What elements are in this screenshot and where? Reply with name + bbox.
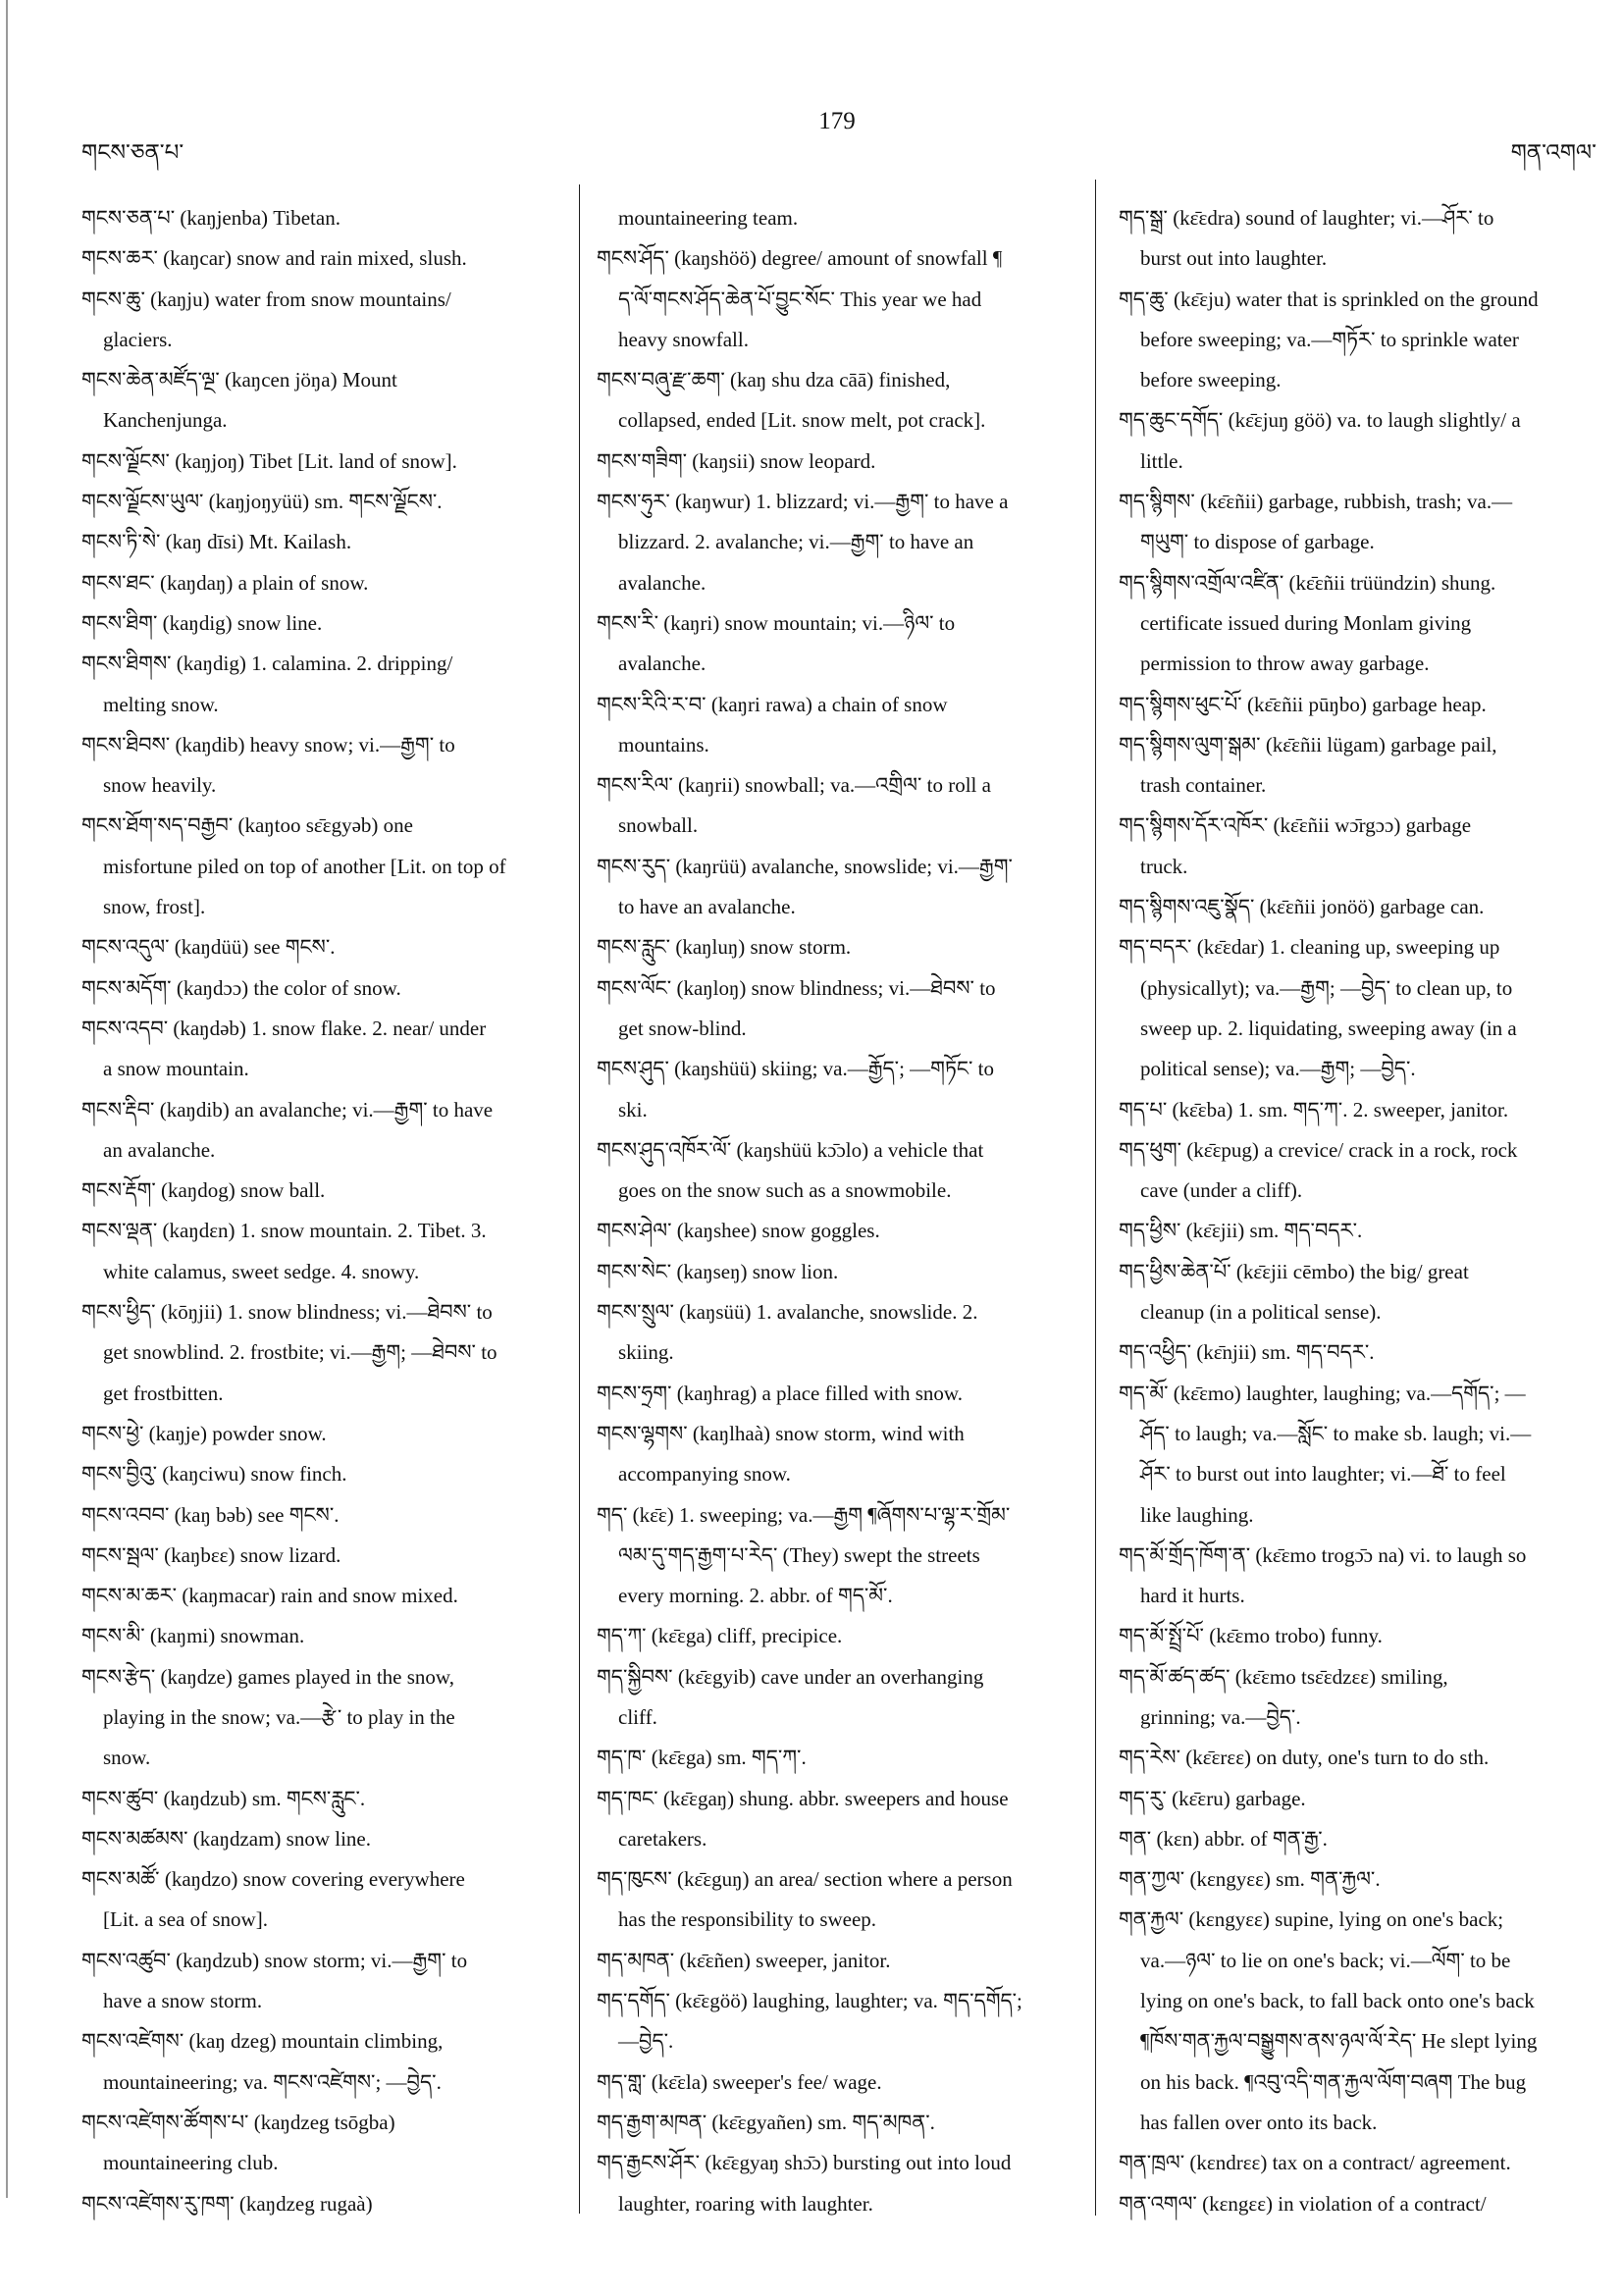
entry-continuation-line: snow. <box>103 1746 151 1770</box>
entry-headword-line: གངས་ཆར་ (kaŋcar) snow and rain mixed, slush. <box>81 246 467 271</box>
entry-headword-line: གན་འགལ་ (kɛngɛɛ) in violation of a contract/ <box>1119 2191 1487 2216</box>
entry-continuation-line: accompanying snow. <box>618 1462 791 1487</box>
entry-continuation-line: mountaineering club. <box>103 2151 279 2175</box>
entry-headword-line: གད་རུ་ (kɛ̄ɛru) garbage. <box>1119 1786 1306 1810</box>
entry-headword-line: གངས་མདོག་ (kaŋdɔɔ) the color of snow. <box>81 975 401 1000</box>
entry-headword-line: གད་སྙིགས་ལུག་སྒམ་ (kɛ̄ɛñii lügam) garbage pail, <box>1119 732 1497 757</box>
dictionary-entry <box>81 806 562 927</box>
dictionary-entry <box>1119 927 1604 1089</box>
dictionary-entry <box>81 1616 562 1656</box>
entry-continuation-line: sweep up. 2. liquidating, sweeping away (in a <box>1140 1016 1517 1040</box>
dictionary-entry <box>597 238 1073 360</box>
entry-continuation-line: certificate issued during Monlam giving <box>1140 610 1472 635</box>
entry-continuation-line: before sweeping; va.—གཏོར་ to sprinkle water <box>1140 327 1519 351</box>
entry-continuation-line: cave (under a cliff). <box>1140 1178 1303 1203</box>
dictionary-entry <box>1119 806 1604 887</box>
dictionary-entry <box>81 238 562 279</box>
entry-continuation-line: like laughing. <box>1140 1502 1254 1527</box>
dictionary-entry <box>597 1616 1073 1656</box>
entry-headword-line: གད་ཁུངས་ (kɛ̄ɛguŋ) an area/ section where a person <box>597 1867 1013 1892</box>
dictionary-entry <box>81 1454 562 1494</box>
entry-headword-line: གངས་རླུང་ (kaŋluŋ) snow storm. <box>597 935 852 960</box>
dictionary-entry <box>81 1414 562 1454</box>
dictionary-entry <box>1119 685 1604 725</box>
entry-continuation-line: mountains. <box>618 732 709 757</box>
entry-headword-line: གད་སྒྲ་ (kɛ̄ɛdra) sound of laughter; vi.—ཤོར་ to <box>1119 206 1494 230</box>
dictionary-entry <box>81 280 562 361</box>
entry-continuation-line: get frostbitten. <box>103 1381 224 1405</box>
entry-headword-line: གངས་རི་ (kaŋri) snow mountain; vi.—ཉིལ་ to <box>597 610 956 635</box>
entry-headword-line: གངས་ཆུ་ (kaŋju) water from snow mountains/ <box>81 287 451 311</box>
entry-continuation-line: white calamus, sweet sedge. 4. snowy. <box>103 1259 420 1283</box>
entry-headword-line: གད་ཁ་ (kɛ̄ɛga) sm. གད་ཀ་. <box>597 1746 807 1770</box>
entry-headword-line: གངས་ལོང་ (kaŋloŋ) snow blindness; vi.—ཐེབས་ to <box>597 975 996 1000</box>
entry-headword-line: གངས་ཤུད་འཁོར་ལོ་ (kaŋshüü kɔ̄ɔlo) a vehicle that <box>597 1137 984 1162</box>
entry-headword-line: གངས་ཅན་པ་ (kaŋjenba) Tibetan. <box>81 206 340 230</box>
entry-headword-line: གངས་སྲུལ་ (kaŋsüü) 1. avalanche, snowslide. 2. <box>597 1300 978 1325</box>
dictionary-entry <box>81 725 562 807</box>
entry-headword-line: གངས་ལྗོངས་ཡུལ་ (kaŋjoŋyüü) sm. གངས་ལྗོངས་. <box>81 490 443 514</box>
dictionary-entry <box>81 563 562 603</box>
entry-headword-line: གངས་འཛེགས་ (kaŋ dzeg) mountain climbing, <box>81 2029 444 2054</box>
entry-headword-line: གངས་ཧྲག་ (kaŋhrag) a place filled with snow. <box>597 1381 963 1405</box>
dictionary-entry <box>81 1009 562 1090</box>
entry-headword-line: གངས་ཧུར་ (kaŋwur) 1. blizzard; vi.—རྒྱག་ to have a <box>597 490 1009 514</box>
entry-headword-line: གངས་འདུལ་ (kaŋdüü) see གངས་. <box>81 935 336 960</box>
entry-headword-line: གངས་ལྡན་ (kaŋdɛn) 1. snow mountain. 2. Tibet. 3. <box>81 1219 487 1243</box>
entry-headword-line: གད་པ་ (kɛ̄ɛba) 1. sm. གད་ཀ་. 2. sweeper, janitor. <box>1119 1097 1509 1122</box>
entry-continuation-line: blizzard. 2. avalanche; vi.—རྒྱག་ to have an <box>618 530 974 554</box>
entry-headword-line: གངས་རྡོག་ (kaŋdog) snow ball. <box>81 1178 326 1203</box>
dictionary-entry <box>1119 1090 1604 1130</box>
entry-continuation-line: get snowblind. 2. frostbite; vi.—རྒྱག; —ཐེབས་ to <box>103 1340 497 1365</box>
entry-continuation-line: an avalanche. <box>103 1137 216 1162</box>
entry-headword-line: གངས་རུད་ (kaŋrüü) avalanche, snowslide; vi.—རྒྱག་ <box>597 854 1013 878</box>
entry-continuation-line: lying on one's back, to fall back onto one's back <box>1140 1989 1535 2013</box>
dictionary-entry <box>1119 400 1604 482</box>
entry-headword-line: གད་མཁན་ (kɛ̄ɛñen) sweeper, janitor. <box>597 1948 891 1972</box>
entry-continuation-line: ¶ཁོས་གན་རྐྱལ་བསྒྱུགས་ནས་ཉལ་ལོ་རེད་ He slept lying <box>1140 2029 1538 2054</box>
dictionary-entry <box>1119 482 1604 563</box>
entry-continuation-line: [Lit. a sea of snow]. <box>103 1907 268 1932</box>
dictionary-entry <box>597 847 1073 928</box>
dictionary-entry <box>597 1292 1073 1374</box>
entry-headword-line: གད་སྙིགས་དོར་འཁོར་ (kɛ̄ɛñii wɔ̄rgɔɔ) garbage <box>1119 813 1472 838</box>
entry-continuation-line: has the responsibility to sweep. <box>618 1907 877 1932</box>
entry-headword-line: གངས་མཚམས་ (kaŋdzam) snow line. <box>81 1826 372 1851</box>
entry-continuation-line: mountaineering; va. གངས་འཛེགས་; —བྱེད་. <box>103 2069 442 2094</box>
entry-headword-line: གངས་ཐིག་ (kaŋdig) snow line. <box>81 610 323 635</box>
entry-headword-line: གད་སྐྱིབས་ (kɛ̄ɛgyib) cave under an overhanging <box>597 1664 984 1689</box>
entry-continuation-line: collapsed, ended [Lit. snow melt, pot crack]. <box>618 408 986 433</box>
dictionary-entry <box>1119 887 1604 927</box>
dictionary-entry <box>1119 1900 1604 2143</box>
entry-headword-line: གད་ཀ་ (kɛ̄ɛga) cliff, precipice. <box>597 1624 843 1648</box>
dictionary-entry <box>81 1657 562 1779</box>
entry-headword-line: གངས་ཐིགས་ (kaŋdig) 1. calamina. 2. dripping/ <box>81 652 453 676</box>
dictionary-entry <box>81 1941 562 2022</box>
dictionary-entry <box>81 360 562 442</box>
dictionary-entry <box>81 1171 562 1211</box>
entry-headword-line: གད་ (kɛ̄ɛ) 1. sweeping; va.—རྒྱག ¶ཞོགས་པ་ལྷ་ར་གྲོམ་ <box>597 1502 1011 1527</box>
dictionary-entry <box>81 1090 562 1172</box>
entry-headword-line: གན་ཁྲལ་ (kɛndrɛɛ) tax on a contract/ agreement. <box>1119 2151 1511 2175</box>
dictionary-entry <box>81 1859 562 1941</box>
dictionary-entry <box>81 442 562 482</box>
dictionary-entry <box>597 1779 1073 1860</box>
dictionary-entry <box>1119 2143 1604 2183</box>
entry-continuation-line: va.—ཉལ་ to lie on one's back; vi.—ལོག་ to be <box>1140 1948 1511 1972</box>
dictionary-entry <box>597 482 1073 603</box>
dictionary-entry <box>597 927 1073 967</box>
dictionary-entry <box>1119 2184 1604 2224</box>
dictionary-entry <box>597 1495 1073 1617</box>
entry-headword-line: གད་རྒྱག་མཁན་ (kɛ̄ɛgyañen) sm. གད་མཁན་. <box>597 2110 935 2134</box>
entry-headword-line: གངས་ཐང་ (kaŋdaŋ) a plain of snow. <box>81 570 369 595</box>
entry-continuation-line: གཡུག་ to dispose of garbage. <box>1140 530 1375 554</box>
entry-continuation-line: misfortune piled on top of another [Lit. on top of <box>103 854 506 878</box>
dictionary-entry <box>597 685 1073 766</box>
dictionary-entry <box>1119 1819 1604 1859</box>
entry-continuation-line: to have an avalanche. <box>618 895 796 919</box>
dictionary-entry <box>597 1049 1073 1130</box>
entry-headword-line: གད་མོ་ (kɛ̄ɛmo) laughter, laughing; va.—དགོད་; — <box>1119 1381 1526 1405</box>
entry-continuation-line: get snow-blind. <box>618 1016 747 1040</box>
entry-headword-line: གངས་ཏི་སེ་ (kaŋ dīsi) Mt. Kailash. <box>81 530 352 554</box>
running-head-left: གངས་ཅན་པ་ <box>81 140 184 165</box>
dictionary-entry <box>1119 1211 1604 1251</box>
entry-headword-line: གན་རྐྱལ་ (kɛngyɛɛ) supine, lying on one's back; <box>1119 1907 1504 1932</box>
dictionary-entry <box>597 765 1073 847</box>
dictionary-entry <box>1119 1779 1604 1819</box>
entry-headword-line: གངས་འཛེགས་རུ་ཁག་ (kaŋdzeg rugaà) <box>81 2191 373 2216</box>
dictionary-entry <box>597 360 1073 442</box>
dictionary-entry <box>81 644 562 725</box>
entry-continuation-line: burst out into laughter. <box>1140 246 1328 271</box>
page-number: 179 <box>818 108 856 134</box>
dictionary-entry <box>597 1252 1073 1292</box>
entry-headword-line: གད་མོ་སྤྲོ་པོ་ (kɛ̄ɛmo trobo) funny. <box>1119 1624 1383 1648</box>
entry-headword-line: གན་ཀྱལ་ (kɛngyɛɛ) sm. གན་རྐྱལ་. <box>1119 1867 1381 1892</box>
dictionary-entry <box>1119 1657 1604 1739</box>
dictionary-entry <box>597 2103 1073 2143</box>
entry-headword-line: གངས་འདབ་ (kaŋdəb) 1. snow flake. 2. near/ under <box>81 1016 487 1040</box>
entry-continuation-line: laughter, roaring with laughter. <box>618 2191 873 2216</box>
entry-continuation-line: —བྱེད་. <box>618 2029 674 2054</box>
dictionary-entry <box>597 968 1073 1050</box>
entry-headword-line: གད་རེས་ (kɛ̄ɛrɛɛ) on duty, one's turn to do sth. <box>1119 1746 1490 1770</box>
entry-headword-line: གངས་ཐོག་སད་བརྒྱབ་ (kaŋtoo sɛ̄ɛgyəb) one <box>81 813 413 838</box>
entry-headword-line: གངས་ལྗོངས་ (kaŋjoŋ) Tibet [Lit. land of snow]. <box>81 448 457 473</box>
dictionary-entry <box>1119 725 1604 807</box>
entry-headword-line: གད་སྙིགས་ཕུང་པོ་ (kɛ̄ɛñii pūŋbo) garbage heap. <box>1119 692 1487 716</box>
entry-continuation-line: playing in the snow; va.—རྩེ་ to play in the <box>103 1704 455 1729</box>
dictionary-entry <box>81 1495 562 1536</box>
entry-headword-line: གངས་རིལ་ (kaŋrii) snowball; va.—འགྲིལ་ to roll a <box>597 773 991 798</box>
entry-headword-line: གངས་ལྷགས་ (kaŋlhaà) snow storm, wind with <box>597 1421 965 1445</box>
entry-headword-line: གངས་ཤོད་ (kaŋshöö) degree/ amount of snowfall ¶ <box>597 246 1003 271</box>
entry-continuation-line: snow heavily. <box>103 773 217 798</box>
entry-headword-line: གངས་ཕྱེ་ (kaŋje) powder snow. <box>81 1421 327 1445</box>
entry-continuation-line: permission to throw away garbage. <box>1140 652 1430 676</box>
page-edge-line <box>6 0 8 2198</box>
entry-continuation-line: ski. <box>618 1097 648 1122</box>
entry-headword-line: གངས་མ་ཆར་ (kaŋmacar) rain and snow mixed. <box>81 1584 458 1608</box>
entry-continuation-line: cleanup (in a political sense). <box>1140 1300 1382 1325</box>
entry-continuation-line: every morning. 2. abbr. of གད་མོ་. <box>618 1584 893 1608</box>
column-3 <box>1119 198 1604 2224</box>
dictionary-entry <box>81 968 562 1009</box>
entry-headword-line: གངས་ཐིབས་ (kaŋdib) heavy snow; vi.—རྒྱག་ to <box>81 732 455 757</box>
entry-continuation-line: cliff. <box>618 1704 657 1729</box>
dictionary-entry <box>1119 1536 1604 1617</box>
entry-headword-line: གད་ཁང་ (kɛ̄ɛgaŋ) shung. abbr. sweepers and house <box>597 1786 1009 1810</box>
entry-headword-line: གངས་ཤེལ་ (kaŋshee) snow goggles. <box>597 1219 880 1243</box>
dictionary-entry <box>81 1211 562 1292</box>
entry-continuation-line: ལམ་དུ་གད་རྒྱག་པ་རེད་ (They) swept the streets <box>618 1542 980 1567</box>
entry-continuation-line: snowball. <box>618 813 699 838</box>
entry-continuation-line: have a snow storm. <box>103 1989 263 2013</box>
entry-headword-line: གད་མོ་གྲོད་ཁོག་ན་ (kɛ̄ɛmo trogɔ̄ɔ na) vi. to laugh so <box>1119 1542 1527 1567</box>
entry-continuation-line: trash container. <box>1140 773 1267 798</box>
entry-continuation-line: ད་ལོ་གངས་ཤོད་ཆེན་པོ་བྱུང་སོང་ This year we had <box>618 287 982 311</box>
dictionary-entry <box>81 1819 562 1859</box>
entry-continuation-line: truck. <box>1140 854 1188 878</box>
entry-continuation-line: heavy snowfall. <box>618 327 749 351</box>
entry-headword-line: གངས་རྩེད་ (kaŋdze) games played in the snow, <box>81 1664 454 1689</box>
entry-headword-line: གངས་མཚོ་ (kaŋdzo) snow covering everywhere <box>81 1867 465 1892</box>
running-head-right: གན་འགལ་ <box>1510 140 1597 165</box>
dictionary-entry <box>597 1130 1073 1212</box>
column-1 <box>81 198 562 2224</box>
entry-headword-line: གད་ཕྱིས་ (kɛ̄ɛjii) sm. གད་བདར་. <box>1119 1219 1363 1243</box>
entry-headword-line: གངས་འཚུབ་ (kaŋdzub) snow storm; vi.—རྒྱག་ to <box>81 1948 468 1972</box>
entry-headword-line: གངས་འཛེགས་ཚོགས་པ་ (kaŋdzeg tsōgba) <box>81 2110 395 2134</box>
dictionary-entry <box>81 2021 562 2103</box>
entry-headword-line: གངས་བཞུ་རྫ་ཆག་ (kaŋ shu dza cāā) finished, <box>597 368 951 392</box>
dictionary-entry <box>81 2184 562 2224</box>
dictionary-entry <box>1119 280 1604 401</box>
dictionary-entry <box>81 522 562 562</box>
entry-continuation-line: ཤོར་ to burst out into laughter; vi.—ཐོ་ to feel <box>1140 1462 1506 1487</box>
entry-headword-line: གད་དགོད་ (kɛ̄ɛgöö) laughing, laughter; va. གད་དགོད་; <box>597 1989 1022 2013</box>
entry-continuation-line: a snow mountain. <box>103 1057 249 1081</box>
dictionary-entry <box>597 442 1073 482</box>
dictionary-entry <box>597 2143 1073 2224</box>
dictionary-entry <box>597 1941 1073 1981</box>
dictionary-entry <box>597 1738 1073 1778</box>
entry-headword-line: གད་སྙིགས་ (kɛ̄ɛñii) garbage, rubbish, trash; va.— <box>1119 490 1513 514</box>
dictionary-entry <box>597 1414 1073 1495</box>
entry-continuation-line: (physicallyt); va.—རྒྱག; —བྱེད་ to clean up, to <box>1140 975 1513 1000</box>
dictionary-entry <box>597 2062 1073 2103</box>
dictionary-entry <box>597 1981 1073 2062</box>
entry-continuation-line: grinning; va.—བྱེད་. <box>1140 1704 1301 1729</box>
dictionary-entry <box>597 1859 1073 1941</box>
entry-headword-line: གད་སྙིགས་འགྲོལ་འཛིན་ (kɛ̄ɛñii trüündzin) shung. <box>1119 570 1496 595</box>
dictionary-entry <box>1119 1616 1604 1656</box>
dictionary-entry <box>597 1211 1073 1251</box>
entry-headword-line: གངས་ཆེན་མཛོད་ལྔ་ (kaŋcen jöŋa) Mount <box>81 368 397 392</box>
entry-headword-line: གན་ (kɛn) abbr. of གན་རྒྱ་. <box>1119 1826 1328 1851</box>
entry-continuation-line: before sweeping. <box>1140 368 1282 392</box>
entry-headword-line: གད་ཆུ་ (kɛ̄ɛju) water that is sprinkled on the ground <box>1119 287 1539 311</box>
entry-continuation-line: skiing. <box>618 1340 674 1365</box>
entry-continuation-line: on his back. ¶འབུ་འདི་གན་རྐྱལ་ལོག་བཞག The bug <box>1140 2069 1527 2094</box>
entry-continuation-line: political sense); va.—རྒྱག; —བྱེད་. <box>1140 1057 1416 1081</box>
dictionary-entry <box>81 927 562 967</box>
entry-continuation-line: melting snow. <box>103 692 219 716</box>
entry-headword-line: གད་ཕུག་ (kɛ̄ɛpug) a crevice/ crack in a rock, rock <box>1119 1137 1518 1162</box>
dictionary-entry <box>1119 1738 1604 1778</box>
entry-headword-line: གད་ཕྱིས་ཆེན་པོ་ (kɛ̄ɛjii cēmbo) the big/ great <box>1119 1259 1469 1283</box>
dictionary-entry <box>81 198 562 238</box>
entry-continuation-line: little. <box>1140 448 1183 473</box>
dictionary-entry <box>81 2103 562 2184</box>
entry-headword-line: གངས་འབབ་ (kaŋ bəb) see གངས་. <box>81 1502 340 1527</box>
dictionary-entry <box>597 1374 1073 1414</box>
dictionary-entry <box>1119 563 1604 685</box>
dictionary-entry <box>81 1779 562 1819</box>
entry-continuation-line: avalanche. <box>618 570 707 595</box>
entry-continuation-line: Kanchenjunga. <box>103 408 228 433</box>
entry-headword-line: གད་རྒྱངས་ཤོར་ (kɛ̄ɛgyaŋ shɔ̄ɔ) bursting out into loud <box>597 2151 1012 2175</box>
entry-continuation-line: snow, frost]. <box>103 895 206 919</box>
entry-headword-line: གད་མོ་ཚད་ཚད་ (kɛ̄ɛmo tsɛ̄ɛdzɛɛ) smiling, <box>1119 1664 1448 1689</box>
dictionary-entry <box>81 1536 562 1576</box>
entry-continuation-line: caretakers. <box>618 1826 707 1851</box>
column-divider <box>1095 180 1096 2216</box>
column-2 <box>597 198 1073 2224</box>
entry-headword-line: གངས་གཟིག་ (kaŋsii) snow leopard. <box>597 448 876 473</box>
dictionary-entry <box>81 603 562 644</box>
dictionary-entry <box>1119 1252 1604 1333</box>
entry-headword-line: གད་འཕྱིད་ (kɛ̄njii) sm. གད་བདར་. <box>1119 1340 1375 1365</box>
dictionary-entry <box>1119 1374 1604 1536</box>
dictionary-entry <box>597 1657 1073 1739</box>
dictionary-entry <box>1119 1859 1604 1900</box>
entry-continuation-line: glaciers. <box>103 327 173 351</box>
dictionary-entry <box>597 603 1073 685</box>
entry-continuation-line: goes on the snow such as a snowmobile. <box>618 1178 952 1203</box>
entry-continuation-line: mountaineering team. <box>618 206 799 230</box>
entry-headword-line: གངས་སྦལ་ (kaŋbɛɛ) snow lizard. <box>81 1542 341 1567</box>
dictionary-entry <box>81 1292 562 1414</box>
entry-headword-line: གངས་སེང་ (kaŋseŋ) snow lion. <box>597 1259 839 1283</box>
dictionary-entry <box>1119 1130 1604 1212</box>
entry-headword-line: གད་ཆུང་དགོད་ (kɛ̄ɛjuŋ göö) va. to laugh slightly/ a <box>1119 408 1521 433</box>
entry-continuation-line: ཤོད་ to laugh; va.—སློང་ to make sb. laugh; vi.— <box>1140 1421 1532 1445</box>
entry-headword-line: གངས་རྡིབ་ (kaŋdib) an avalanche; vi.—རྒྱག་ to have <box>81 1097 494 1122</box>
dictionary-entry <box>81 482 562 522</box>
entry-headword-line: གངས་མི་ (kaŋmi) snowman. <box>81 1624 305 1648</box>
entry-headword-line: གངས་ཚུབ་ (kaŋdzub) sm. གངས་རླུང་. <box>81 1786 366 1810</box>
dictionary-entry <box>1119 198 1604 280</box>
column-divider <box>579 184 580 2214</box>
dictionary-entry <box>81 1576 562 1616</box>
entry-headword-line: གངས་ཤུད་ (kaŋshüü) skiing; va.—རྒྱོད་; —གཏོང་ to <box>597 1057 994 1081</box>
dictionary-entry-continued <box>597 198 1073 238</box>
entry-headword-line: གད་བདར་ (kɛ̄ɛdar) 1. cleaning up, sweeping up <box>1119 935 1500 960</box>
entry-continuation-line: avalanche. <box>618 652 707 676</box>
dictionary-entry <box>1119 1332 1604 1373</box>
entry-continuation-line: hard it hurts. <box>1140 1584 1245 1608</box>
entry-headword-line: གངས་བྱིའུ་ (kaŋciwu) snow finch. <box>81 1462 347 1487</box>
entry-headword-line: གངས་ཕྱིད་ (kōŋjii) 1. snow blindness; vi.—ཐེབས་ to <box>81 1300 493 1325</box>
entry-headword-line: གད་སྙིགས་འཇུ་སྣོད་ (kɛ̄ɛñii jonöö) garbage can. <box>1119 895 1485 919</box>
entry-continuation-line: has fallen over onto its back. <box>1140 2110 1378 2134</box>
entry-headword-line: གངས་རིའི་ར་བ་ (kaŋri rawa) a chain of snow <box>597 692 948 716</box>
entry-headword-line: གད་གླ་ (kɛ̄ɛla) sweeper's fee/ wage. <box>597 2069 882 2094</box>
